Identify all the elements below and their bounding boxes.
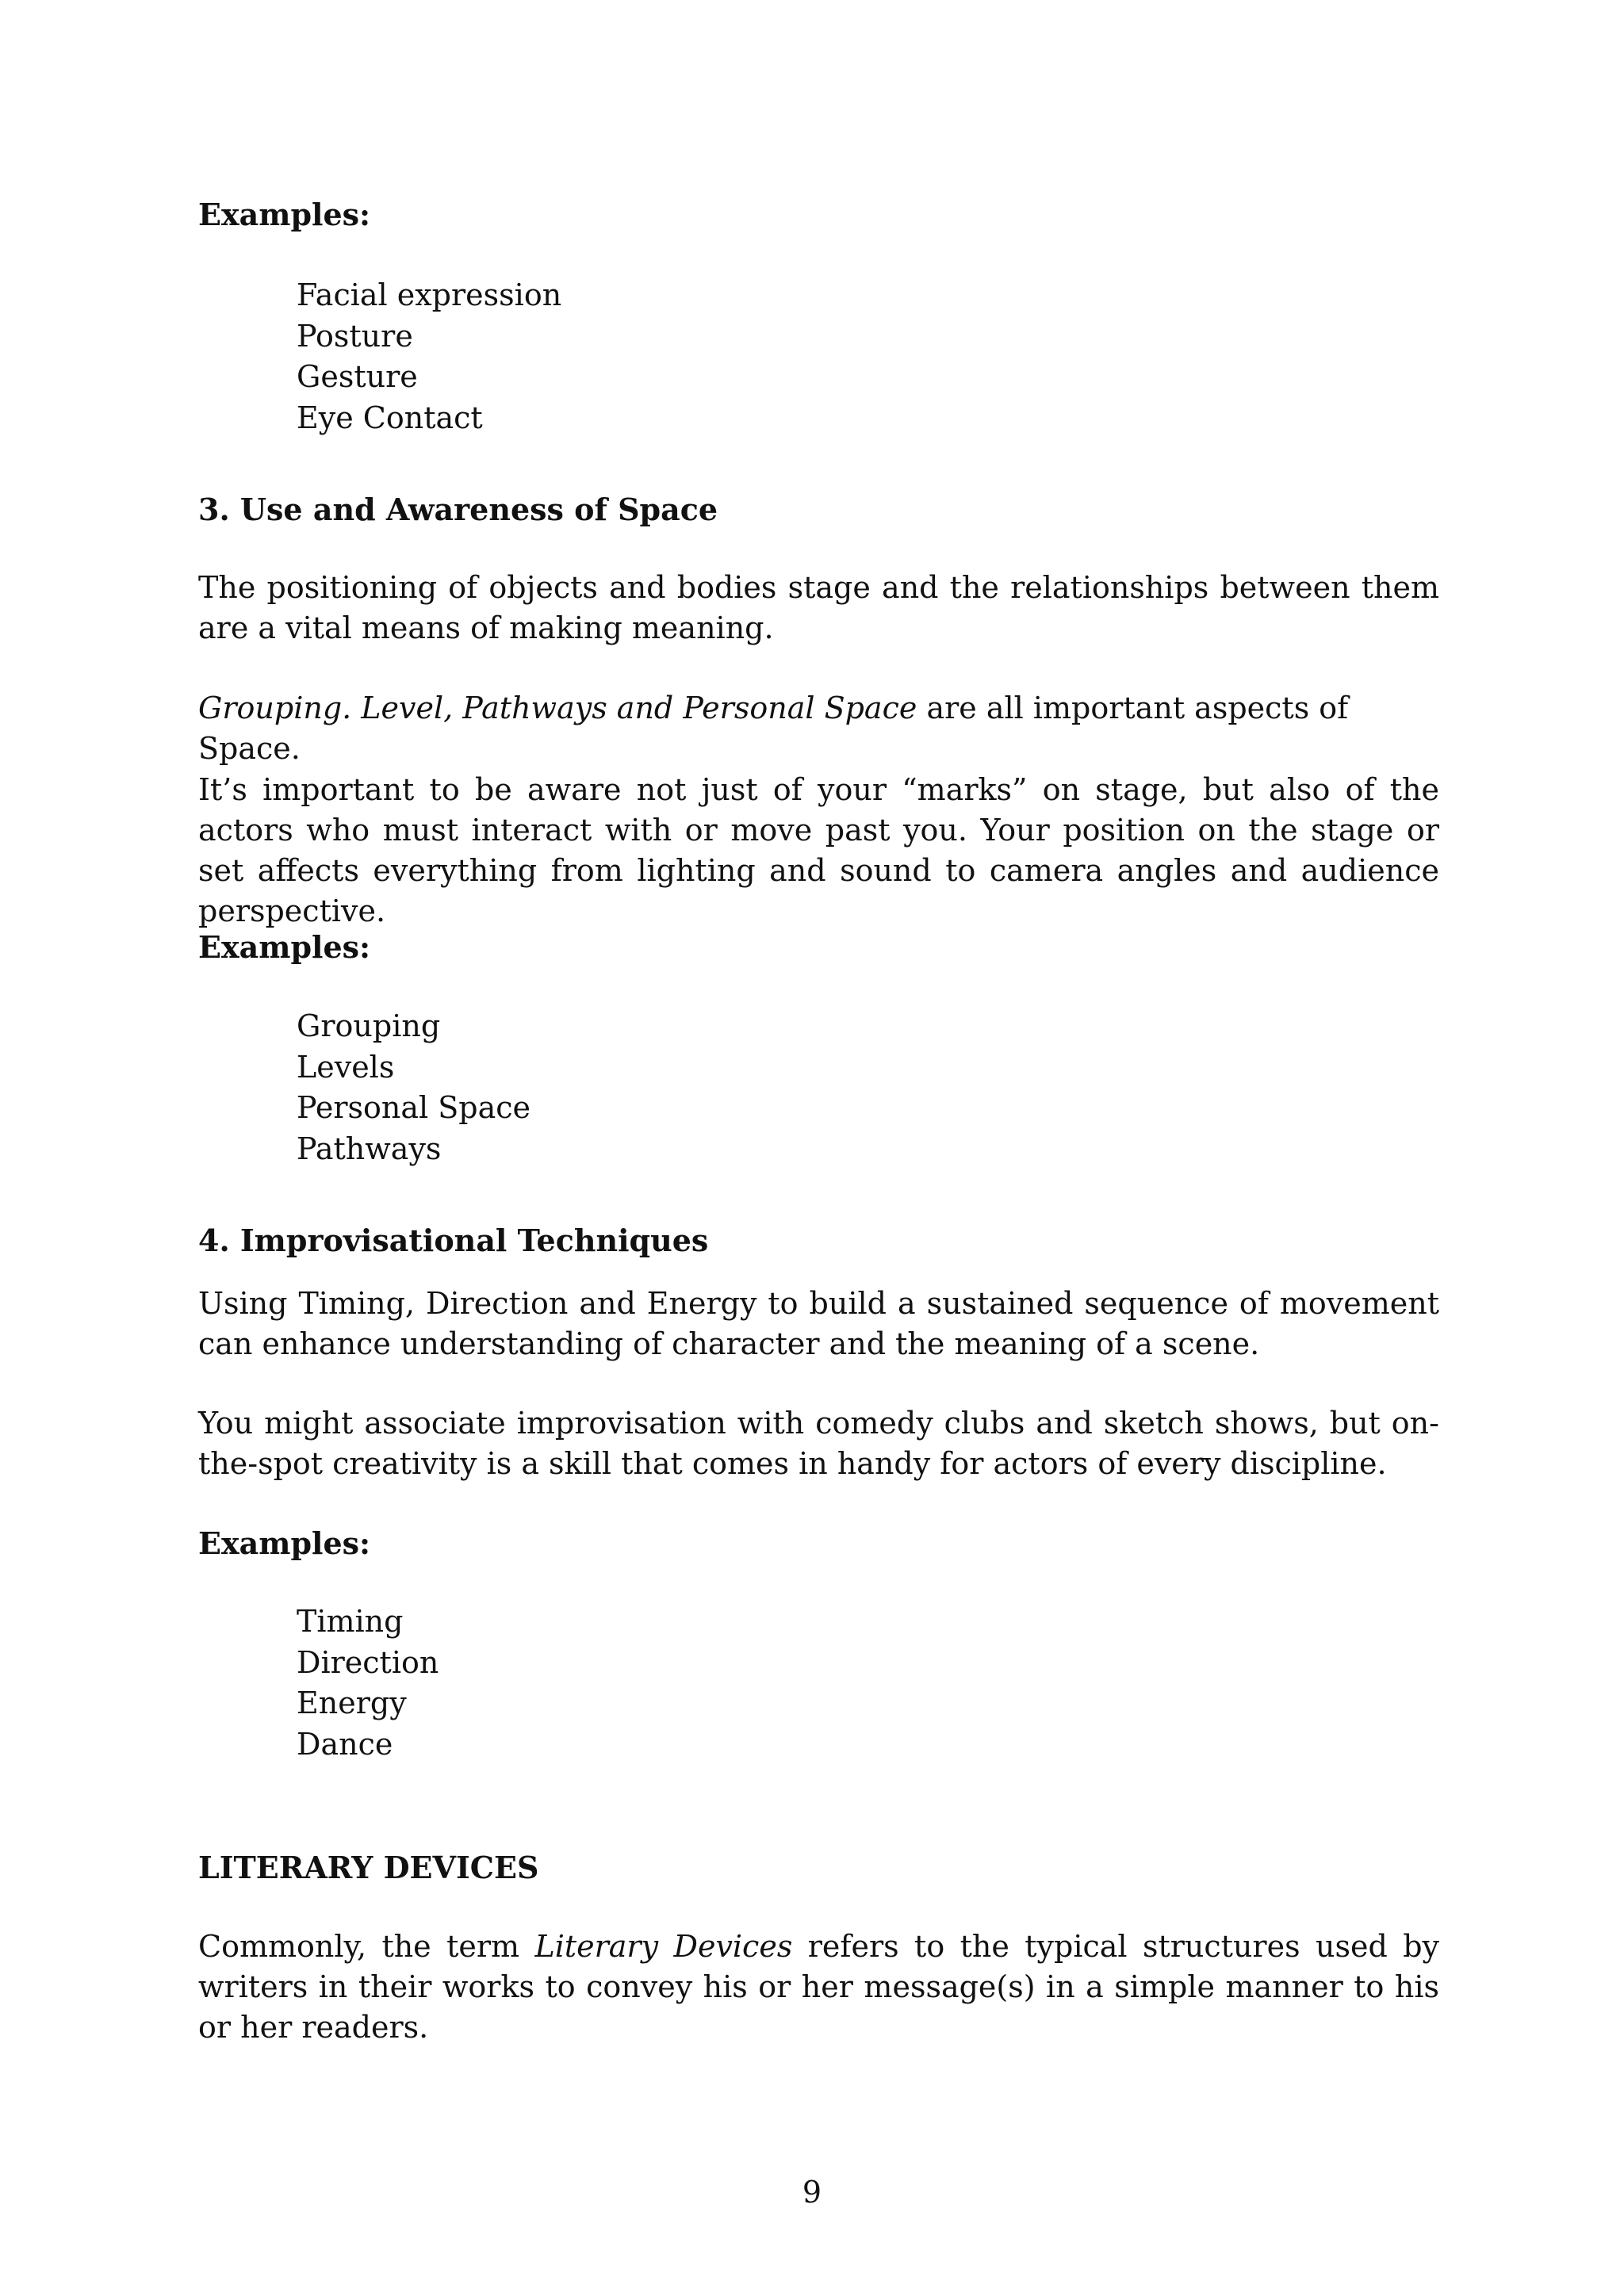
space-paragraph-2-rest: are all important aspects of Space.: [198, 691, 1349, 766]
list-item: Facial expression: [297, 277, 562, 312]
literary-paragraph-1-after: refers to the typical structures used by writers in their works to convey his or her message(s) in a simple manner to his or her readers.: [198, 1929, 1439, 2045]
section-heading-improv: 4. Improvisational Techniques: [198, 1223, 709, 1258]
list-item: Posture: [297, 318, 413, 354]
examples-label-2: Examples:: [198, 929, 371, 965]
list-item: Energy: [297, 1686, 407, 1720]
examples-label-3: Examples:: [198, 1525, 371, 1561]
examples-label-1: Examples:: [198, 197, 371, 232]
examples-list-1: [297, 275, 561, 438]
list-item: Timing: [297, 1604, 404, 1639]
list-item: Gesture: [297, 359, 418, 394]
space-paragraph-1: The positioning of objects and bodies stage and the relationships between them are a vital means of making meaning.: [198, 570, 1439, 645]
space-paragraph-3: It’s important to be aware not just of your “marks” on stage, but also of the actors who must interact with or move past you. Your position on the stage or set affects everything from lighting and sound to camera angles and audience perspective.: [198, 772, 1439, 928]
list-item: Grouping: [297, 1008, 441, 1043]
space-paragraph-2-italic: Grouping. Level, Pathways and Personal Space: [198, 691, 917, 725]
literary-paragraph-1-before: Commonly, the term: [198, 1929, 535, 1964]
list-item: Levels: [297, 1049, 395, 1085]
list-item: Eye Contact: [297, 400, 483, 435]
examples-list-3: [297, 1601, 439, 1765]
improv-paragraph-1: Using Timing, Direction and Energy to build a sustained sequence of movement can enhance understanding of character and the meaning of a scene.: [198, 1286, 1439, 1361]
literary-paragraph-1: [198, 1927, 1439, 2048]
page-number: 9: [802, 2175, 822, 2210]
list-item: Personal Space: [297, 1090, 531, 1125]
section-heading-space: 3. Use and Awareness of Space: [198, 492, 718, 527]
list-item: Direction: [297, 1644, 439, 1680]
examples-list-2: [297, 1006, 530, 1169]
section-heading-literary: LITERARY DEVICES: [198, 1850, 539, 1885]
list-item: Pathways: [297, 1131, 442, 1166]
space-paragraph-2: [198, 688, 1439, 769]
list-item: Dance: [297, 1726, 393, 1762]
literary-paragraph-1-italic: Literary Devices: [534, 1929, 793, 1964]
improv-paragraph-2: You might associate improvisation with comedy clubs and sketch shows, but on-the-spot creativity is a skill that comes in handy for actors of every discipline.: [198, 1406, 1439, 1481]
